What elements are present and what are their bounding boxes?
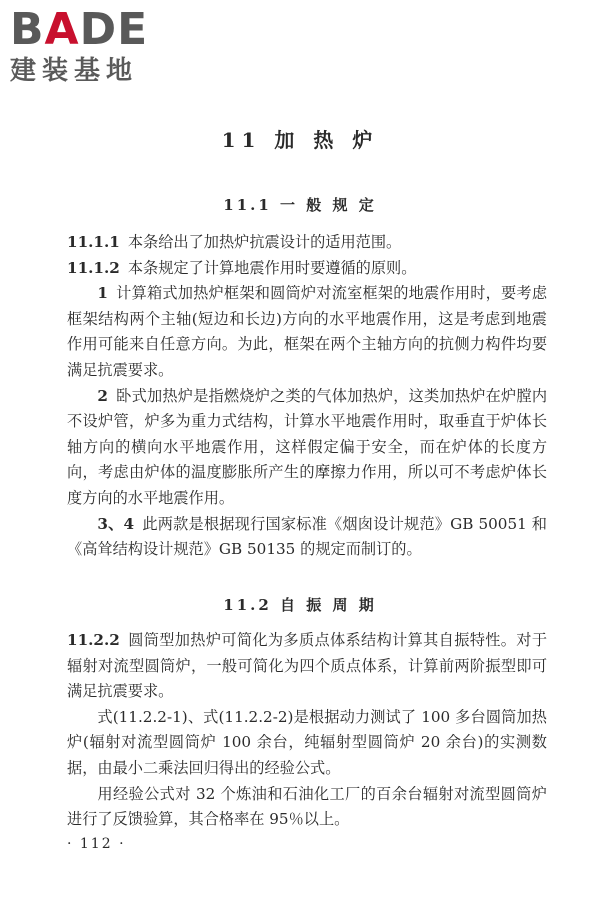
page-number: · 112 ·	[67, 836, 126, 852]
clause-11-1-1	[67, 230, 547, 256]
item-number: 3、4	[97, 514, 135, 533]
item-text: 此两款是根据现行国家标准《烟囱设计规范》GB 50051 和《高耸结构设计规范》GB 50135 的规定而制订的。	[67, 514, 547, 559]
clause-number: 11.1.2	[67, 258, 120, 277]
section-title-general: 11.1 一 般 规 定	[223, 196, 377, 214]
logo-wordmark	[10, 6, 180, 54]
logo-letters-de: DE	[79, 4, 149, 55]
item-1	[67, 281, 547, 383]
logo-letter-b: B	[10, 4, 45, 55]
item-text: 计算箱式加热炉框架和圆筒炉对流室框架的地震作用时，要考虑框架结构两个主轴(短边和长边)方向的水平地震作用，这是考虑到地震作用可能来自任意方向。为此，框架在两个主轴方向的抗侧力构件均要满足抗震要求。	[67, 284, 547, 379]
paragraph-verification: 用经验公式对 32 个炼油和石油化工厂的百余台辐射对流型圆筒炉进行了反馈验算，其合格率在 95％以上。	[67, 784, 547, 829]
clause-number: 11.1.1	[67, 233, 120, 251]
brand-logo	[10, 6, 180, 86]
item-number: 1	[97, 284, 108, 303]
clause-text: 本条规定了计算地震作用时要遵循的原则。	[127, 258, 417, 277]
clause-11-1-2	[67, 256, 547, 282]
item-2	[67, 384, 547, 512]
section-general-body	[67, 230, 547, 563]
clause-text: 本条给出了加热炉抗震设计的适用范围。	[127, 233, 402, 251]
section-period-body	[67, 628, 547, 833]
item-number: 2	[97, 386, 108, 405]
item-text: 卧式加热炉是指燃烧炉之类的气体加热炉，这类加热炉在炉膛内不设炉管，炉多为重力式结构，计算水平地震作用时，取垂直于炉体长轴方向的横向水平地震作用，这样假定偏于安全，而在炉体的长度方向，考虑由炉体的温度膨胀所产生的摩擦力作用，所以可不考虑炉体长度方向的水平地震作用。	[67, 386, 547, 507]
clause-text: 圆筒型加热炉可简化为多质点体系结构计算其自振特性。对于辐射对流型圆筒炉，一般可简化为四个质点体系，计算前两阶振型即可满足抗震要求。	[67, 631, 547, 701]
item-3-4	[67, 512, 547, 563]
logo-letter-a: A	[44, 4, 80, 55]
chapter-title: 11 加 热 炉	[221, 128, 379, 152]
section-title-natural-period: 11.2 自 振 周 期	[223, 596, 377, 614]
clause-11-2-2	[67, 628, 547, 705]
clause-number: 11.2.2	[67, 631, 120, 649]
paragraph-formula-basis: 式(11.2.2-1)、式(11.2.2-2)是根据动力测试了 100 多台圆筒加热炉(辐射对流型圆筒炉 100 余台，纯辐射型圆筒炉 20 余台)的实测数据，由最小二乘法回归得出的经验公式。	[67, 707, 547, 777]
logo-subtitle: 建装基地	[10, 56, 139, 86]
